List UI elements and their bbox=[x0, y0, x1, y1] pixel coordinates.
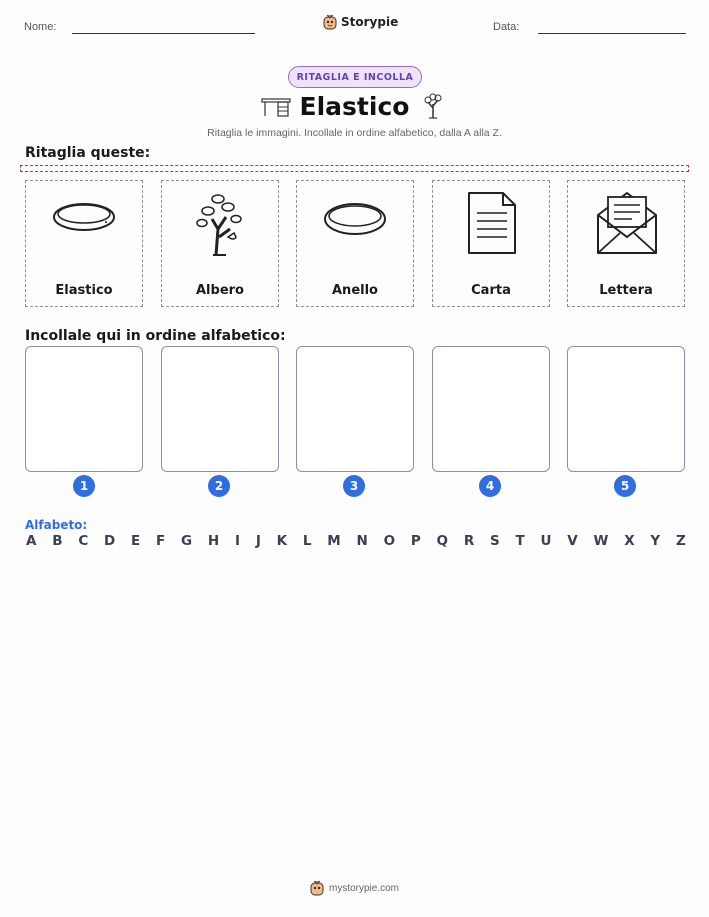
slot-number-4: 4 bbox=[479, 475, 501, 497]
cut-card-lettera[interactable] bbox=[567, 180, 685, 307]
alphabet-letter: R bbox=[463, 533, 475, 549]
card-label: Carta bbox=[471, 283, 511, 298]
alphabet-letter: O bbox=[383, 533, 396, 549]
cut-card-carta[interactable] bbox=[432, 180, 550, 307]
date-line[interactable] bbox=[538, 33, 686, 34]
tree-icon bbox=[186, 189, 256, 259]
envelope-letter-icon bbox=[592, 189, 662, 259]
alphabet-letter: H bbox=[207, 533, 220, 549]
alphabet-letter: Z bbox=[675, 533, 686, 549]
alphabet-letter: I bbox=[235, 533, 241, 549]
slot-number-2: 2 bbox=[208, 475, 230, 497]
paste-slot-3[interactable] bbox=[296, 346, 414, 472]
date-label: Data: bbox=[493, 21, 520, 33]
paste-slot-4[interactable] bbox=[432, 346, 550, 472]
paste-slot-2[interactable] bbox=[161, 346, 279, 472]
activity-badge: RITAGLIA E INCOLLA bbox=[288, 66, 422, 88]
storypie-mascot-icon bbox=[323, 14, 337, 30]
alphabet-letter: M bbox=[327, 533, 341, 549]
alphabet-letter: D bbox=[104, 533, 116, 549]
cut-card-elastico[interactable] bbox=[25, 180, 143, 307]
alphabet-letter: C bbox=[78, 533, 89, 549]
instructions: Ritaglia le immagini. Incollale in ordine alfabetico, dalla A alla Z. bbox=[207, 127, 502, 139]
alphabet-letter: L bbox=[302, 533, 312, 549]
card-label: Elastico bbox=[55, 283, 113, 298]
footer-url[interactable]: mystorypie.com bbox=[328, 882, 399, 894]
alphabet-letter: U bbox=[540, 533, 552, 549]
alphabet-letter: V bbox=[567, 533, 578, 549]
alphabet-letter: P bbox=[410, 533, 421, 549]
alphabet-letter: E bbox=[131, 533, 141, 549]
alphabet-letter: F bbox=[156, 533, 166, 549]
alphabet-letter: Q bbox=[436, 533, 449, 549]
paste-slot-5[interactable] bbox=[567, 346, 685, 472]
slot-number-3: 3 bbox=[343, 475, 365, 497]
cut-heading: Ritaglia queste: bbox=[25, 145, 151, 161]
brand-logo bbox=[323, 14, 398, 30]
page-title: Elastico bbox=[299, 92, 410, 121]
alphabet-row bbox=[26, 533, 686, 549]
card-label: Lettera bbox=[599, 283, 653, 298]
paste-slot-1[interactable] bbox=[25, 346, 143, 472]
cut-card-albero[interactable] bbox=[161, 180, 279, 307]
alphabet-letter: T bbox=[515, 533, 525, 549]
alphabet-heading: Alfabeto: bbox=[25, 518, 88, 532]
slot-number-5: 5 bbox=[614, 475, 636, 497]
name-label: Nome: bbox=[24, 21, 57, 33]
slot-number-1: 1 bbox=[73, 475, 95, 497]
alphabet-letter: K bbox=[276, 533, 288, 549]
paste-heading: Incollale qui in ordine alfabetico: bbox=[25, 328, 286, 344]
alphabet-letter: X bbox=[624, 533, 635, 549]
alphabet-letter: G bbox=[181, 533, 193, 549]
paper-document-icon bbox=[457, 189, 527, 259]
alphabet-letter: A bbox=[26, 533, 37, 549]
card-label: Albero bbox=[196, 283, 244, 298]
alphabet-letter: B bbox=[52, 533, 63, 549]
cut-card-anello[interactable] bbox=[296, 180, 414, 307]
alphabet-letter: J bbox=[255, 533, 261, 549]
card-label: Anello bbox=[332, 283, 378, 298]
name-line[interactable] bbox=[72, 33, 255, 34]
tree-icon bbox=[422, 92, 444, 120]
alphabet-letter: S bbox=[490, 533, 500, 549]
rubber-band-icon bbox=[50, 189, 120, 249]
alphabet-letter: N bbox=[356, 533, 368, 549]
cut-line bbox=[20, 165, 689, 172]
alphabet-letter: Y bbox=[650, 533, 661, 549]
footer bbox=[0, 880, 709, 896]
alphabet-letter: W bbox=[593, 533, 609, 549]
brand-name: Storypie bbox=[341, 15, 399, 29]
storypie-mascot-icon bbox=[310, 880, 324, 896]
ring-icon bbox=[321, 189, 391, 249]
